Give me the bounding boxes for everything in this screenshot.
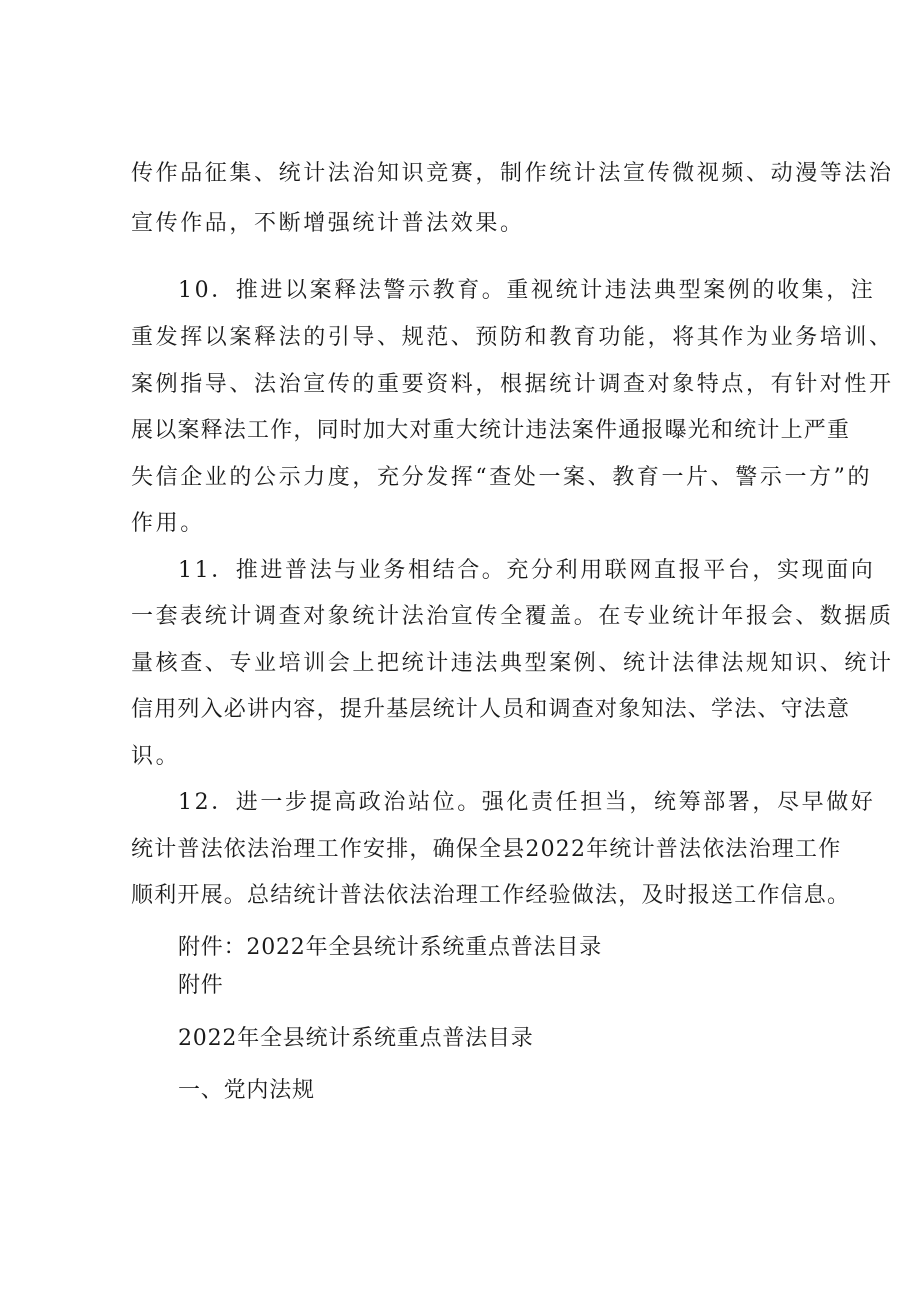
paragraph-line: 顺利开展。总结统计普法依法治理工作经验做法，及时报送工作信息。 <box>131 883 851 908</box>
paragraph-line: 信用列入必讲内容，提升基层统计人员和调查对象知法、学法、守法意 <box>131 697 851 722</box>
paragraph-line: 失信企业的公示力度，充分发挥“查处一案、教育一片、警示一方”的 <box>131 465 873 490</box>
paragraph-line: 重发挥以案释法的引导、规范、预防和教育功能，将其作为业务培训、 <box>131 325 894 350</box>
paragraph-line: 11．推进普法与业务相结合。充分利用联网直报平台，实现面向 <box>178 558 876 583</box>
paragraph-line: 12．进一步提高政治站位。强化责任担当，统筹部署，尽早做好 <box>178 790 876 815</box>
section-heading: 一、党内法规 <box>178 1078 315 1103</box>
paragraph-line: 统计普法依法治理工作安排，确保全县2022年统计普法依法治理工作 <box>131 837 842 862</box>
paragraph-line: 一套表统计调查对象统计法治宣传全覆盖。在专业统计年报会、数据质 <box>131 604 894 629</box>
paragraph-line: 量核查、专业培训会上把统计违法典型案例、统计法律法规知识、统计 <box>131 651 894 676</box>
attachment-title: 2022年全县统计系统重点普法目录 <box>178 1026 534 1051</box>
paragraph-line: 传作品征集、统计法治知识竞赛，制作统计法宣传微视频、动漫等法治 <box>131 161 894 186</box>
attachment-reference: 附件：2022年全县统计系统重点普法目录 <box>178 935 602 960</box>
paragraph-line: 宣传作品，不断增强统计普法效果。 <box>131 211 525 236</box>
paragraph-line: 10．推进以案释法警示教育。重视统计违法典型案例的收集，注 <box>178 278 876 303</box>
paragraph-line: 案例指导、法治宣传的重要资料，根据统计调查对象特点，有针对性开 <box>131 372 894 397</box>
paragraph-line: 识。 <box>131 744 181 769</box>
paragraph-line: 展以案释法工作，同时加大对重大统计违法案件通报曝光和统计上严重 <box>131 418 851 443</box>
attachment-label: 附件 <box>178 973 224 998</box>
paragraph-line: 作用。 <box>131 511 205 536</box>
